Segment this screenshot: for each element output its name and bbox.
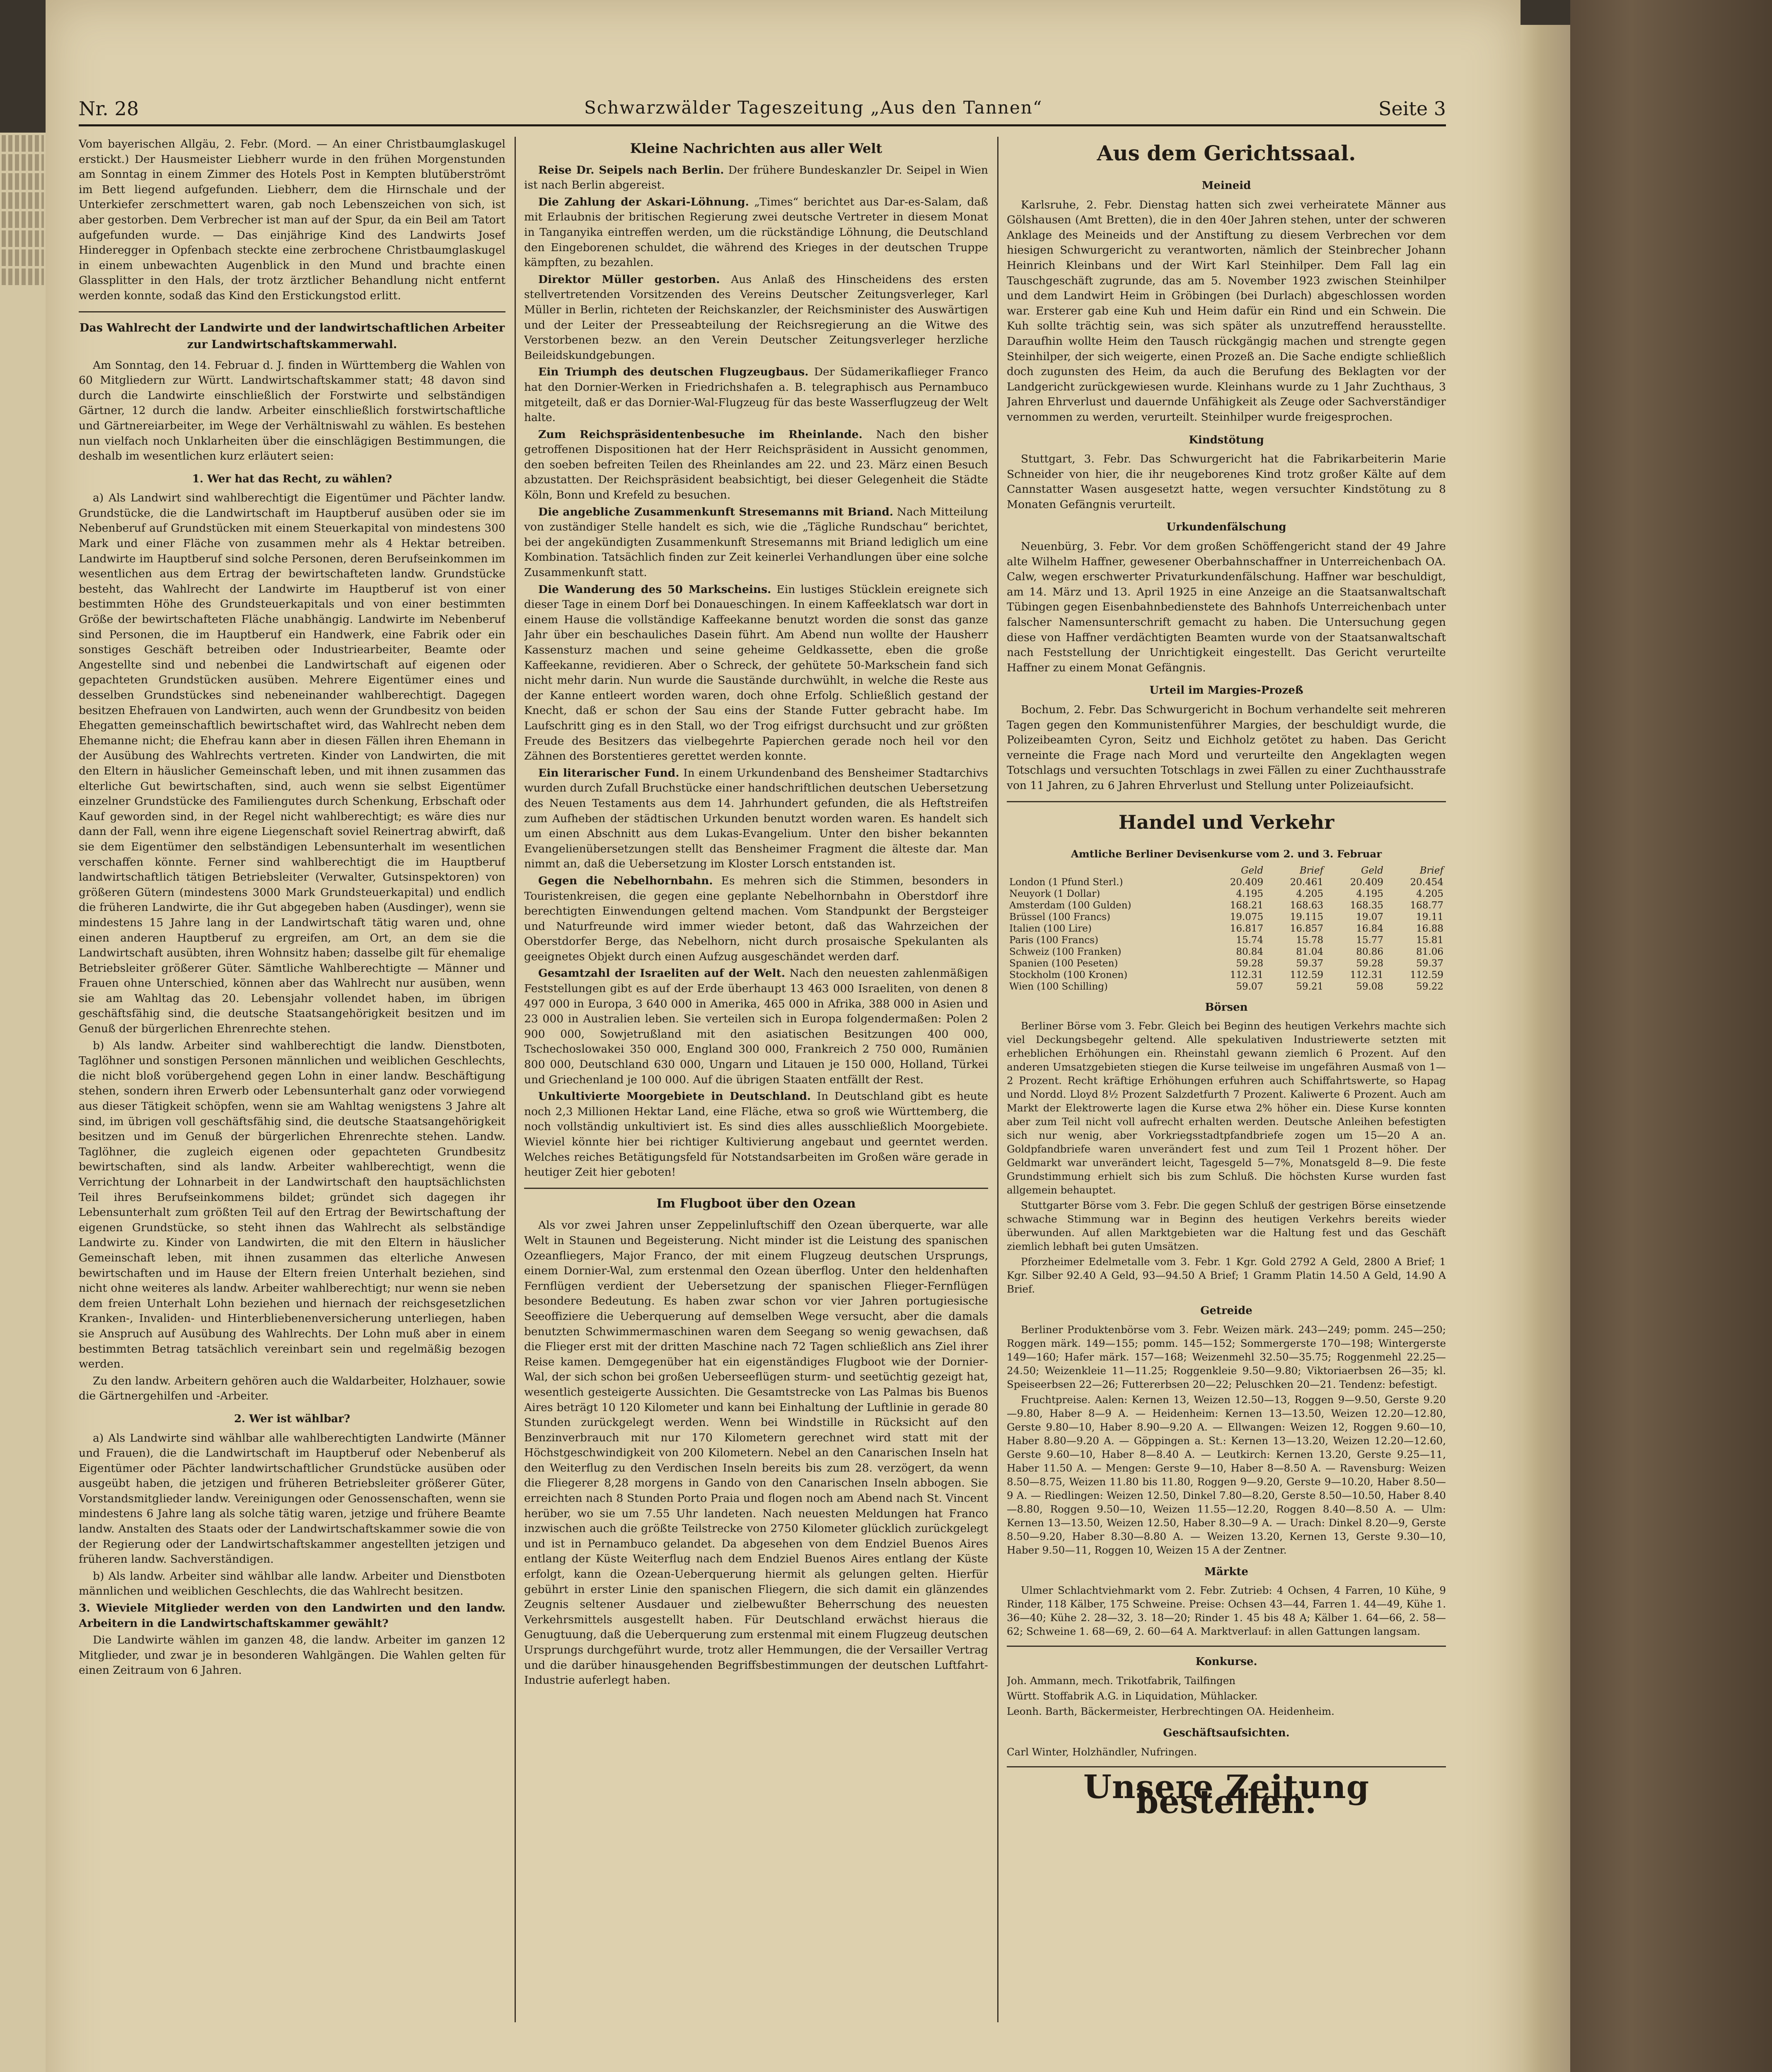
subhead-devisen: Amtliche Berliner Devisenkurse vom 2. und 3. Februar (1071, 847, 1382, 860)
devisen-row (1007, 923, 1446, 934)
devisen-cell: 168.21 (1230, 900, 1264, 911)
devisen-cell: 4.195 (1236, 888, 1264, 899)
answer-2b: b) Als landw. Arbeiter sind wählbar alle landw. Arbeiter und Dienstboten männlichen und weiblichen Geschlechts, die das Wahlrecht besitzen. (79, 1569, 505, 1598)
devisen-cell: 59.07 (1236, 981, 1264, 992)
devisen-cell: Italien (100 Lire) (1009, 923, 1092, 934)
devisen-cell: 59.21 (1296, 981, 1324, 992)
news-item (524, 766, 988, 872)
column-rule (515, 137, 516, 2022)
news-item-text: In Deutschland gibt es heute noch 2,3 Millionen Hektar Land, eine Fläche, etwa so groß wie Württemberg, die noch vollständig unkultiviert ist. Es sind dies alles ausschließlich Moorgebiete. Wieviel könnte hier bei richtiger Kultivierung angebaut und geerntet werden. Welches reiches Betätigungsfeld für Notstandsarbeiten im Großen wäre gerade in heutiger Zeit hier geboten! (524, 1090, 988, 1179)
devisen-column-header (1007, 865, 1206, 876)
section-title-handel: Handel und Verkehr (1118, 811, 1334, 833)
answer-2a: a) Als Landwirte sind wählbar alle wahlberechtigten Landwirte (Männer und Frauen), die die Landwirtschaft im Hauptberuf oder Nebenberuf als Eigentümer oder Pächter landwirtschaftlicher Grundstücke ausüben oder ausgeübt haben, die jetzigen und früheren Betriebsleiter größerer Güter, Vorstandsmitglieder landw. Vereinigungen oder Genossenschaften, wenn sie mindestens 6 Jahre lang als solche tätig waren, jetzige und frühere Beamte landw. Anstalten des Staats oder der Landwirtschaftskammer sowie die von der Regierung oder der Landwirtschaftskammer angestellten jetzigen und früheren landw. Sachverständigen. (79, 1431, 505, 1566)
answer-1b: b) Als landw. Arbeiter sind wahlberechtigt die landw. Dienstboten, Taglöhner und sonstigen Personen männlichen und weiblichen Geschlechts, die nicht bloß vorübergehend gegen Lohn in einer landw. Beschäftigung stehen, sondern ihren Erwerb oder Lebensunterhalt ganz oder vorwiegend aus dieser Tätigkeit schöpfen, wenn sie am Wahltag wenigstens 3 Jahre alt sind, im übrigen voll geschäftsfähig sind, die deutsche Staatsangehörigkeit besitzen und im Genuß der bürgerlichen Ehrenrechte stehen. Landw. Taglöhner, die zugleich eigenen oder gepachteten Grundbesitz bewirtschaften, sind als landw. Arbeiter wahlberechtigt, wenn die Verrichtung der Lohnarbeit in der Landwirtschaft den hauptsächlichsten Teil ihres Berufseinkommens bildet; gründet sich dagegen ihr Lebensunterhalt zum größten Teil auf den Ertrag der Bewirtschaftung der eigenen Grundstücke, so steht ihnen das Wahlrecht als selbständige Landwirte zu. Kinder von Landwirten, die mit den Eltern in häuslicher Gemeinschaft leben, mit ihnen zusammen das elterliche Anwesen bewirtschaften und im Hause der Eltern freien Unterhalt beziehen, sind nicht ohne weiteres als landw. Arbeiter wahlberechtigt; nur wenn sie neben dem freien Unterhalt Lohn beziehen und hiernach der reichsgesetzlichen Kranken-, Invaliden- und Hinterbliebenenversicherung unterliegen, haben sie Anspruch auf Ausübung des Wahlrechts. Der Lohn muß aber in einem bestimmten Betrag tatsächlich vereinbart sein und regelmäßig bezogen werden. (79, 1039, 505, 1371)
news-item (524, 427, 988, 503)
question-1: 1. Wer hat das Recht, zu wählen? (192, 472, 392, 485)
devisen-cell: Brüssel (100 Francs) (1009, 911, 1110, 922)
devisen-cell: 4.205 (1296, 888, 1324, 899)
devisen-cell: Wien (100 Schilling) (1009, 981, 1108, 992)
article-stuttgarter-boerse: Stuttgarter Börse vom 3. Febr. Die gegen Schluß der gestrigen Börse einsetzende schwache Stimmung war in Beginn des heutigen Verkehrs bereits wieder überwunden. Auf allen Marktgebieten war die Haltung fest und das Geschäft ziemlich lebhaft bei guten Umsätzen. (1007, 1199, 1446, 1253)
issue-number: Nr. 28 (79, 97, 139, 120)
fragment-line (2, 249, 44, 266)
devisen-row (1007, 958, 1446, 969)
fragment-line (2, 211, 44, 228)
devisen-cell: 15.81 (1416, 934, 1443, 946)
devisen-cell: 81.06 (1416, 946, 1443, 957)
article-berliner-boerse: Berliner Börse vom 3. Febr. Gleich bei Beginn des heutigen Verkehrs machte sich viel Deckungsbegehr geltend. Alle spekulativen Industriewerte setzten mit erheblichen Erhöhungen ein. Rheinstahl gewann ziemlich 6 Prozent. Auf den anderen Umsatzgebieten stiegen die Kurse teilweise im ungefähren Ausmaß von 1—2 Prozent. Recht kräftige Erhöhungen erfuhren auch Schiffahrtswerte, so Hapag und Nordd. Lloyd 8½ Prozent Salzdetfurth 7 Prozent. Kaliwerte 6 Prozent. Auch am Markt der Elektrowerte lagen die Kurse etwa 2% höher ein. Diese Kurse konnten aber zum Teil nicht voll aufrecht erhalten werden. Deutsche Anleihen befestigten sich nur wenig, aber Vorkriegsstadtpfandbriefe zogen um 15—20 A an. Goldpfandbriefe waren unverändert fest und zum Teil 1 Prozent höher. Der Geldmarkt war unverändert leicht, Tagesgeld 5—7%, Monatsgeld 8—9. Die feste Grundstimmung erhielt sich bis zum Schluß. Die höchsten Kurse wurden fast allgemein behauptet. (1007, 1020, 1446, 1196)
devisen-cell: 81.04 (1296, 946, 1324, 957)
column-2 (524, 137, 988, 2072)
subhead-margies: Urteil im Margies-Prozeß (1149, 684, 1303, 697)
wahlrecht-intro: Am Sonntag, den 14. Februar d. J. finden in Württemberg die Wahlen von 60 Mitgliedern zur Württ. Landwirtschaftskammer statt; 48 davon sind durch die Landwirte einschließlich der Forstwirte und selbständigen Gärtner, 12 durch die landw. Arbeiter einschließlich forstwirtschaftliche und Gärtnereiarbeiter, im Wege der Verhältniswahl zu wählen. Es bestehen nun vielfach noch Unklarheiten über die einschlägigen Bestimmungen, die deshalb im wesentlichen kurz erläutert seien: (79, 358, 505, 463)
devisen-cell: 15.74 (1236, 934, 1264, 946)
fragment-line (2, 135, 44, 152)
news-item-kicker: Ein Triumph des deutschen Flugzeugbaus. (538, 366, 809, 379)
devisen-cell: 16.84 (1356, 923, 1384, 934)
devisen-cell: Stockholm (100 Kronen) (1009, 969, 1128, 980)
news-item-kicker: Zum Reichspräsidentenbesuche im Rheinlande. (538, 428, 863, 441)
news-item (524, 582, 988, 764)
devisen-cell: 19.11 (1416, 911, 1443, 922)
fragment-line (2, 154, 44, 171)
devisen-cell: 112.31 (1230, 969, 1264, 980)
devisen-row (1007, 981, 1446, 992)
article-flugboot: Als vor zwei Jahren unser Zeppelinluftschiff den Ozean überquerte, war alle Welt in Staunen und Begeisterung. Nicht minder ist die Leistung des spanischen Ozeanfliegers, Major Franco, der mit einem Flugzeug deutschen Ursprungs, einem Dornier-Wal, zum erstenmal den Ozean überflog. Unter den heldenhaften Fernflügen verdient der Uebersetzung der spanischen Flieger-Fernflügen besondere Bedeutung. Es haben zwar schon vor vier Jahren portugiesische Seeoffiziere die Ueberquerung auf demselben Wege versucht, aber die damals benutzten Schwimmermaschinen waren dem Seegang so wenig gewachsen, daß die Flieger erst mit der dritten Maschine nach 72 Tagen schließlich ans Ziel ihrer Reise kamen. Demgegenüber hat ein eigenständiges Flugboot wie der Dornier-Wal, der sich schon bei großen Ueberseeflügen sturm- und seetüchtig gezeigt hat, wesentlich gesteigerte Aussichten. Die Gesamtstrecke von Las Palmas bis Buenos Aires beträgt 10 120 Kilometer und kann bei Einhaltung der Luftlinie in gerade 80 Stunden zurückgelegt werden. Wenn bei Windstille in Rücksicht auf den Benzinverbrauch mit nur 170 Kilometern gerechnet wird statt mit der Höchstgeschwindigkeit von 200 Kilometern. Nebel an den Canarischen Inseln hat den Weiterflug zu den Verdischen Inseln bereits bis zum 28. verzögert, da wenn die Fliegerer 8,28 morgens in Gando von den Canarischen Inseln abbogen. Sie erreichten nach 8 Stunden Porto Praia und flogen noch am Abend nach St. Vincent herüber, wo sie um 7.55 Uhr landeten. Nach neuesten Meldungen hat Franco inzwischen auch die größte Teilstrecke von 2750 Kilometer glücklich zurückgelegt und ist in Pernambuco gelandet. Da abgesehen von dem Endziel Buenos Aires entlang der Küste Weiterflug nach dem Endziel Buenos Aires entlang der Küste erfolgt, kann die Ozean-Ueberquerung hiermit als gelungen gelten. Hierfür gebührt in erster Linie den spanischen Fliegern, die sich damit ein glänzendes Zeugnis seltener Ausdauer und zielbewußter Beherrschung des neuesten Verkehrsmittels ausgestellt haben. Für Deutschland erwächst hieraus die Genugtuung, daß die Ueberquerung zum erstenmal mit einem Flugzeug deutschen Ursprungs durchgeführt wurde, trotz aller Hemmungen, die der Versailler Vertrag und die darüber hinausgehenden Begriffsbestimmungen der deutschen Luftfahrt-Industrie auferlegt haben. (524, 1219, 988, 1687)
aufsicht-entry: Carl Winter, Holzhändler, Nufringen. (1007, 1745, 1197, 1758)
subhead-getreide: Getreide (1200, 1305, 1252, 1317)
devisen-column-header: Geld (1361, 865, 1384, 876)
news-item (524, 1089, 988, 1180)
subhead-geschaeftsaufsichten: Geschäftsaufsichten. (1163, 1726, 1290, 1739)
separator (1007, 1646, 1446, 1647)
answer-3: Die Landwirte wählen im ganzen 48, die landw. Arbeiter im ganzen 12 Mitglieder, und zwar je in besonderen Wahlgängen. Die Wahlen gelten für einen Zeitraum von 6 Jahren. (79, 1634, 505, 1677)
devisen-cell: 168.35 (1350, 900, 1384, 911)
article-meineid: Karlsruhe, 2. Febr. Dienstag hatten sich zwei verheiratete Männer aus Gölshausen (Amt Bretten), die in den 40er Jahren stehen, unter der schweren Anklage des Meineids und der Anstiftung zu diesem Verbrechen vor dem hiesigen Schwurgericht zu verantworten, nämlich der Steinbrecher Johann Heinrich Kleinbans und der Wirt Karl Steinhilper. Dem Fall lag ein Tauschgeschäft zugrunde, das am 5. November 1923 zwischen Steinhilper und dem Landwirt Heim in Gröbingen (bei Durlach) abgeschlossen worden war. Ersterer gab eine Kuh und Heim dafür ein Rind und ein Schwein. Die Kuh sollte trächtig sein, was sich später als unzutreffend herausstellte. Daraufhin wollte Heim den Tausch rückgängig machen und strengte gegen Steinhilper, der sich weigerte, einen Prozeß an. Die Sache endigte schließlich doch zugunsten des Heim, da auch die Berufung des Beklagten vor der Landgericht zurückgewiesen wurde. Kleinhans wurde zu 1 Jahr Zuchthaus, 3 Jahren Ehrverlust und dauernde Unfähigkeit als Zeuge oder Sachverständiger vernommen zu werden, verurteilt. Steinhilper wurde freigesprochen. (1007, 198, 1446, 424)
separator (1007, 1766, 1446, 1767)
news-item (524, 505, 988, 581)
devisen-cell: 80.84 (1236, 946, 1264, 957)
devisen-cell: 15.77 (1356, 934, 1384, 946)
devisen-cell: Neuyork (1 Dollar) (1009, 888, 1100, 899)
answer-1a: a) Als Landwirt sind wahlberechtigt die Eigentümer und Pächter landw. Grundstücke, die die Landwirtschaft im Hauptberuf ausüben oder sie im Nebenberuf auf Grundstücken mit einem Steuerkapital von mindestens 300 Mark und einer Fläche von zusammen mehr als 4 Hektar betreiben. Landwirte im Hauptberuf sind solche Personen, deren Berufseinkommen im wesentlichen aus dem Ertrag der bewirtschafteten landw. Grundstücke besteht, das Wahlrecht der Landwirte im Hauptberuf ist von einer bestimmten Höhe des Grundsteuerkapitals und von einer bestimmten Größe der bewirtschafteten Fläche unabhängig. Landwirte im Nebenberuf sind Personen, die im Hauptberuf ein Handwerk, eine Fabrik oder ein sonstiges Geschäft betreiben oder Industriearbeiter, Beamte oder Angestellte sind und nebenbei die Landwirtschaft auf eigenen oder gepachteten Grundstücken ausüben. Mehrere Eigentümer eines und desselben Grundstückes sind nebeneinander wahlberechtigt. Dagegen besitzen Ehefrauen von Landwirten, auch wenn der Grundbesitz von beiden Ehegatten gemeinschaftlich bewirtschaftet wird, das Wahlrecht neben dem Ehemanne nicht; die Ehefrau kann aber in diesen Fällen ihren Ehemann in der Ausübung des Wahlrechts vertreten. Kinder von Landwirten, die mit den Eltern in häuslicher Gemeinschaft leben, und mit ihnen zusammen das elterliche Gut bewirtschaften, sind, auch wenn sie selbst Eigentümer einzelner Grundstücke des Familiengutes durch Schenkung, Erbschaft oder Kauf geworden sind, in der Regel nicht wahlberechtigt; es wäre dies nur dann der Fall, wenn ihre eigene Liegenschaft soviel Reinertrag abwirft, daß sie dem Eigentümer den selbständigen Lebensunterhalt im wesentlichen verschaffen könnte. Ferner sind wahlberechtigt die im Hauptberuf landwirtschaftlich tätigen Betriebsleiter (Verwalter, Gutsinspektoren) von größeren Gütern (mindestens 3000 Mark Grundsteuerkapital) und endlich die früheren Landwirte, die ihr Gut abgegeben haben (Ausdinger), wenn sie mindestens 15 Jahre lang in der Landwirtschaft tätig waren und, ohne einen anderen Hauptberuf zu ergreifen, am Ort, an dem sie die Landwirtschaft ausübten, ihren Wohnsitz haben; dasselbe gilt für ehemalige Betriebsleiter größerer Güter. Sämtliche Wahlberechtigte — Männer und Frauen ohne Unterschied, können aber das Wahlrecht nur ausüben, wenn sie am Wahltag das 20. Lebensjahr vollendet haben, im übrigen geschäftsfähig sind, die deutsche Staatsangehörigkeit besitzen und im Genuß der bürgerlichen Ehrenrechte stehen. (79, 491, 505, 1036)
devisen-column-header: Brief (1299, 865, 1324, 876)
devisen-cell: 19.07 (1356, 911, 1384, 922)
page-number: Seite 3 (1378, 97, 1446, 120)
devisen-cell: 20.454 (1410, 876, 1443, 888)
column-rule (997, 137, 998, 2022)
article-title-flugboot: Im Flugboot über den Ozean (656, 1196, 856, 1211)
devisen-table (1007, 865, 1446, 992)
devisen-cell: 112.59 (1290, 969, 1324, 980)
devisen-row (1007, 900, 1446, 911)
article-schlachtviehmarkt: Ulmer Schlachtviehmarkt vom 2. Febr. Zutrieb: 4 Ochsen, 4 Farren, 10 Kühe, 9 Rinder, 118 Kälber, 175 Schweine. Preise: Ochsen 43—44, Farren 1. 44—49, Kühe 1. 36—40; Kühe 2. 28—32, 3. 18—20; Rinder 1. 45 bis 48 A; Kälber 1. 64—66, 2. 58—62; Schweine 1. 68—69, 2. 60—64 A. Marktverlauf: in allen Gattungen langsam. (1007, 1584, 1446, 1638)
devisen-cell: 112.31 (1350, 969, 1384, 980)
news-item-kicker: Die Wanderung des 50 Markscheins. (538, 583, 771, 596)
devisen-column-header: Brief (1419, 865, 1443, 876)
news-item-kicker: Die Zahlung der Askari-Löhnung. (538, 195, 749, 208)
section-title-kleine-nachrichten: Kleine Nachrichten aus aller Welt (630, 140, 882, 156)
news-item-text: Nach Mitteilung von zuständiger Stelle handelt es sich, wie die „Tägliche Rundschau“ berichtet, bei der angekündigten Zusammenkunft Stresemanns mit Briand lediglich um eine Kombination. Tatsächlich finden zur Zeit keinerlei Verhandlungen über eine solche Zusammenkunft statt. (524, 505, 988, 579)
devisen-cell: 20.409 (1350, 876, 1384, 888)
devisen-cell: 168.63 (1290, 900, 1324, 911)
news-item (524, 365, 988, 425)
devisen-cell: Schweiz (100 Franken) (1009, 946, 1122, 957)
devisen-cell: 15.78 (1296, 934, 1324, 946)
news-item-text: Nach den neuesten zahlenmäßigen Feststellungen gibt es auf der Erde überhaupt 13 463 000 Israeliten, von denen 8 497 000 in Europa, 3 640 000 in Amerika, 465 000 in Afrika, 388 000 in Asien und 23 000 in Australien leben. Sie verteilen sich in Europa folgendermaßen: Polen 2 900 000, Sowjetrußland mit den asiatischen Besitzungen 400 000, Tschechoslowakei 350 000, England 300 000, Frankreich 2 750 000, Rumänien 800 000, Deutschland 630 000, Ungarn und Litauen je 150 000, Holland, Türkei und Griechenland je 100 000. Auf die übrigen Staaten entfällt der Rest. (524, 967, 988, 1086)
devisen-cell: 59.37 (1416, 958, 1443, 969)
devisen-cell: 20.461 (1290, 876, 1324, 888)
news-item (524, 272, 988, 363)
fragment-line (2, 269, 44, 285)
article-fruchtpreise: Fruchtpreise. Aalen: Kernen 13, Weizen 12.50—13, Roggen 9—9.50, Gerste 9.20—9.80, Haber 8—9 A. — Heidenheim: Kernen 13—13.50, Weizen 12.20—12.80, Gerste 9.80—10, Haber 8.90—9.20 A. — Ellwangen: Weizen 12, Roggen 9.60—10, Haber 8.80—9.20 A. — Göppingen a. St.: Kernen 13—13.20, Weizen 12.20—12.60, Gerste 9.60—10, Haber 8—8.40 A. — Leutkirch: Kernen 13.20, Gerste 9.25—11, Haber 11.50 A. — Mengen: Gerste 9—10, Haber 8—8.50 A. — Ravensburg: Weizen 8.50—8.75, Weizen 11.80 bis 11.80, Roggen 9—9.20, Gerste 9—10.20, Haber 8.50—9 A. — Riedlingen: Weizen 12.50, Dinkel 7.80—8.20, Gerste 8.50—10.50, Haber 8.40—8.80, Roggen 9.50—10, Weizen 11.55—12.20, Roggen 8.40—8.50 A. — Ulm: Kernen 13—13.50, Weizen 12.50, Haber 8.30—9 A. — Urach: Dinkel 8.20—9, Gerste 8.50—9.20, Haber 8.30—8.80 A. — Weizen 13.20, Kernen 13, Gerste 9.30—10, Haber 9.50—11, Roggen 10, Weizen 15 A der Zentner. (1007, 1393, 1446, 1556)
subhead-meineid: Meineid (1201, 179, 1251, 192)
subscribe-banner: Unsere Zeitung bestellen. (1083, 1768, 1370, 1821)
news-item-kicker: Direktor Müller gestorben. (538, 273, 720, 286)
devisen-row (1007, 911, 1446, 923)
news-item-text: Nach den bisher getroffenen Dispositionen hat der Herr Reichspräsident in Aussicht genommen, den soeben befreiten Teilen des Rheinlandes am 22. und 23. März einen Besuch abzustatten. Der Reichspräsident beabsichtigt, bei dieser Gelegenheit die Städte Köln, Bonn und Krefeld zu besuchen. (524, 428, 988, 502)
devisen-cell: Spanien (100 Peseten) (1009, 958, 1118, 969)
devisen-cell: 112.59 (1410, 969, 1443, 980)
devisen-column-header: Geld (1241, 865, 1264, 876)
question-3: 3. Wieviele Mitglieder werden von den Landwirten und den landw. Arbeitern in die Landwirtschaftskammer gewählt? (79, 1602, 505, 1630)
devisen-cell: Amsterdam (100 Gulden) (1009, 900, 1131, 911)
devisen-cell: 168.77 (1410, 900, 1443, 911)
adjacent-page-fragment (0, 133, 46, 2072)
devisen-row (1007, 946, 1446, 958)
news-item (524, 874, 988, 965)
column-3 (1007, 137, 1446, 2072)
devisen-cell: 59.28 (1356, 958, 1384, 969)
devisen-row (1007, 876, 1446, 888)
news-item-text: Es mehren sich die Stimmen, besonders in Touristenkreisen, die gegen eine geplante Nebelhornbahn in Oberstdorf ihre berechtigten Einwendungen geltend machen. Vom Standpunkt der Bergsteiger und Naturfreunde wird immer wieder betont, daß das Wahrzeichen der Oberstdorfer Berge, das Nebelhorn, nicht durch prosaische Spekulanten als geeignetes Objekt durch einen Aufzug ausgeschändet werden darf. (524, 874, 988, 963)
newspaper-title: Schwarzwälder Tageszeitung „Aus den Tannen“ (584, 97, 1043, 118)
devisen-cell: 4.205 (1416, 888, 1443, 899)
devisen-row (1007, 969, 1446, 981)
devisen-cell: 16.817 (1230, 923, 1264, 934)
news-list (524, 163, 988, 1180)
news-item-text: Der Südamerikaflieger Franco hat den Dornier-Werken in Friedrichshafen a. B. telegraphisch aus Pernambuco mitgeteilt, daß er das Dornier-Wal-Flugzeug für das beste Wasserflugzeug der Welt halte. (524, 366, 988, 424)
article-allgaeu: Vom bayerischen Allgäu, 2. Febr. (Mord. — An einer Christbaumglaskugel erstickt.) Der Hausmeister Liebherr wurde in den frühen Morgenstunden am Sonntag in einem Zimmer des Hotels Post in Kempten blutüberströmt im Bett liegend aufgefunden. Liebherr, dem die Hirnschale und der Unterkiefer zerschmettert waren, gab noch Lebenszeichen von sich, ist aber gestorben. Dem Verbrecher ist man auf der Spur, da ein Beil am Tatort aufgefunden wurde. — Das einjährige Kind des Landwirts Josef Hinderegger in Opfenbach steckte eine zerbrochene Christbaumglaskugel in einem unbewachten Augenblick in den Mund und brachte einen Glassplitter in den Hals, der trotz ärztlicher Behandlung nicht entfernt werden konnte, sodaß das Kind den Erstickungstod erlitt. (79, 138, 505, 302)
news-item-text: „Times“ berichtet aus Dar-es-Salam, daß mit Erlaubnis der britischen Regierung zwei deutsche Vertreter in diesem Monat in Tanganyika eintreffen werden, um die rückständige Löhnung, die Deutschland den Eingeborenen schuldet, die während des Krieges in der deutschen Truppe kämpften, zu bezahlen. (524, 195, 988, 269)
devisen-row (1007, 934, 1446, 946)
column-1 (79, 137, 505, 2072)
konkurs-entry: Leonh. Barth, Bäckermeister, Herbrechtingen OA. Heidenheim. (1007, 1705, 1334, 1717)
news-item-kicker: Gesamtzahl der Israeliten auf der Welt. (538, 967, 786, 980)
article-urkundenfaelschung: Neuenbürg, 3. Febr. Vor dem großen Schöffengericht stand der 49 Jahre alte Wilhelm Haffner, gewesener Oberbahnschaffner in Unterreichenbach OA. Calw, wegen erschwerter Privaturkundenfälschung. Haffner war beschuldigt, am 14. März und 13. April 1925 in eine Anzeige an die Staatsanwaltschaft Tübingen gegen Eisenbahnbedienstete des Bahnhofs Unterreichenbach unter falscher Namensunterschrift gemacht zu haben. Die Untersuchung gegen diese von Haffner verdächtigten Beamten wurde von der Staatsanwaltschaft nach Feststellung der Unrichtigkeit eingestellt. Das Gericht verurteilte Haffner zu einem Monat Gefängnis. (1007, 540, 1446, 674)
page-stack-edge (1521, 25, 1570, 2072)
konkurs-entry: Württ. Stoffabrik A.G. in Liquidation, Mühlacker. (1007, 1690, 1258, 1702)
devisen-cell: 59.37 (1296, 958, 1324, 969)
devisen-cell: London (1 Pfund Sterl.) (1009, 876, 1123, 888)
devisen-cell: 59.22 (1416, 981, 1443, 992)
answer-1c: Zu den landw. Arbeitern gehören auch die Waldarbeiter, Holzhauer, sowie die Gärtnergehilfen und -Arbeiter. (79, 1374, 505, 1403)
devisen-cell: 19.075 (1230, 911, 1264, 922)
subhead-maerkte: Märkte (1204, 1565, 1248, 1578)
konkurs-entry: Joh. Ammann, mech. Trikotfabrik, Tailfingen (1007, 1674, 1236, 1687)
subhead-konkurse: Konkurse. (1195, 1656, 1257, 1668)
devisen-cell: 59.08 (1356, 981, 1384, 992)
devisen-cell: 19.115 (1290, 911, 1324, 922)
article-kindstoetung: Stuttgart, 3. Febr. Das Schwurgericht hat die Fabrikarbeiterin Marie Schneider von hier, die ihr neugeborenes Kind trotz großer Kälte auf dem Cannstatter Wasen ausgesetzt hatte, wegen versuchter Kindstötung zu 8 Monaten Gefängnis verurteilt. (1007, 453, 1446, 511)
separator (1007, 801, 1446, 802)
devisen-cell: 16.88 (1416, 923, 1443, 934)
subhead-urkundenfaelschung: Urkundenfälschung (1166, 521, 1286, 534)
devisen-cell: 20.409 (1230, 876, 1264, 888)
news-item (524, 163, 988, 193)
article-title-wahlrecht: Das Wahlrecht der Landwirte und der landwirtschaftlichen Arbeiter zur Landwirtschaftskammerwahl. (79, 321, 505, 351)
news-item-kicker: Gegen die Nebelhornbahn. (538, 874, 713, 887)
fragment-line (2, 173, 44, 190)
header-rule (79, 124, 1446, 126)
separator (79, 311, 505, 312)
separator (524, 1188, 988, 1189)
fragment-line (2, 230, 44, 247)
news-item-text: Der frühere Bundeskanzler Dr. Seipel in Wien ist nach Berlin abgereist. (524, 163, 988, 192)
article-margies: Bochum, 2. Febr. Das Schwurgericht in Bochum verhandelte seit mehreren Tagen gegen den Kommunistenführer Margies, der beschuldigt wurde, die Polizeibeamten Cyron, Seitz und Eichholz getötet zu haben. Das Gericht verneinte die Frage nach Mord und verurteilte den Angeklagten wegen Totschlags und versuchten Totschlags in zwei Fällen zu einer Zuchthausstrafe von 11 Jahren, zu 6 Jahren Ehrverlust und Stellung unter Polizeiaufsicht. (1007, 703, 1446, 792)
book-binding (1570, 0, 1772, 2072)
fragment-line (2, 192, 44, 209)
news-item-kicker: Ein literarischer Fund. (538, 766, 679, 779)
devisen-body (1007, 876, 1446, 992)
section-title-gerichtssaal: Aus dem Gerichtssaal. (1097, 141, 1356, 165)
subhead-boersen: Börsen (1205, 1001, 1248, 1014)
devisen-row (1007, 888, 1446, 900)
article-edelmetalle: Pforzheimer Edelmetalle vom 3. Febr. 1 Kgr. Gold 2792 A Geld, 2800 A Brief; 1 Kgr. Silber 92.40 A Geld, 93—94.50 A Brief; 1 Gramm Platin 14.50 A Geld, 14.90 A Brief. (1007, 1256, 1446, 1295)
news-item-text: Ein lustiges Stücklein ereignete sich dieser Tage in einem Dorf bei Donaueschingen. In einem Kaffeeklatsch war dort in einem Hause die vollständige Kaffeekanne benutzt worden die sonst das ganze Jahr über ein beschauliches Dasein führt. Am Abend nun wollte der Hausherr Kassensturz machen und seine geheime Geldkassette, eben die große Kaffeekanne, revidieren. Aber o Schreck, der gehütete 50-Markschein fand sich nicht mehr darin. Nun wurde die Saustände durchwühlt, in welche die Reste aus der Kanne entleert worden waren, doch ohne Erfolg. Schließlich gestand der Knecht, daß er schon der Sau eins der Stande Futter gebracht habe. Im Laufschritt ging es in den Stall, wo der Trog eifrigst durchsucht und zur größten Freude des Besitzers das vielbegehrte Papierchen gerade noch heil vor den Zähnen des Borstentieres gerettet werden konnte. (524, 583, 988, 763)
article-produktenboerse: Berliner Produktenbörse vom 3. Febr. Weizen märk. 243—249; pomm. 245—250; Roggen märk. 149—155; pomm. 145—152; Sommergerste 170—198; Wintergerste 149—160; Hafer märk. 157—168; Weizenmehl 32.50—35.75; Roggenmehl 22.25—24.50; Weizenkleie 11—11.25; Roggenkleie 9.50—9.80; Viktoriaerbsen 26—35; kl. Speiseerbsen 22—26; Futtererbsen 20—22; Peluschken 20—21. Tendenz: befestigt. (1007, 1323, 1446, 1390)
devisen-cell: 80.86 (1356, 946, 1384, 957)
news-item-text: Aus Anlaß des Hinscheidens des ersten stellvertretenden Vorsitzenden des Vereins Deutscher Zeitungsverleger, Karl Müller in Berlin, richteten der Reichskanzler, der Reichsminister des Auswärtigen und der Leiter der Pressеabteilung der Reichsregierung an die Witwe des Verstorbenen bezw. an den Verein Deutscher Zeitungsverleger herzliche Beileidskundgebungen. (524, 273, 988, 362)
devisen-header-row (1007, 865, 1446, 876)
devisen-cell: Paris (100 Francs) (1009, 934, 1098, 946)
news-item-text: In einem Urkundenband des Bensheimer Stadtarchivs wurden durch Zufall Bruchstücke einer handschriftlichen deutschen Uebersetzung des Neuen Testaments aus dem 14. Jahrhundert gefunden, die als Heftstreifen zum Aufheben der städtischen Urkunden benutzt worden waren. Es handelt sich um einen Abschnitt aus dem Lukas-Evangelium. Unter den bisher bekannten Evangelienübersetzungen stellt das Bensheimer Fragment die älteste dar. Man nimmt an, daß die Uebersetzung im Kloster Lorsch entstanden ist. (524, 766, 988, 871)
question-2: 2. Wer ist wählbar? (234, 1412, 351, 1425)
news-item-kicker: Unkultivierte Moorgebiete in Deutschland. (538, 1090, 811, 1103)
devisen-cell: 59.28 (1236, 958, 1264, 969)
news-item (524, 966, 988, 1087)
subhead-kindstoetung: Kindstötung (1189, 433, 1264, 446)
news-item-kicker: Reise Dr. Seipels nach Berlin. (538, 163, 724, 177)
devisen-cell: 16.857 (1290, 923, 1324, 934)
news-item (524, 195, 988, 271)
devisen-cell: 4.195 (1356, 888, 1384, 899)
news-item-kicker: Die angebliche Zusammenkunft Stresemanns mit Briand. (538, 505, 894, 518)
